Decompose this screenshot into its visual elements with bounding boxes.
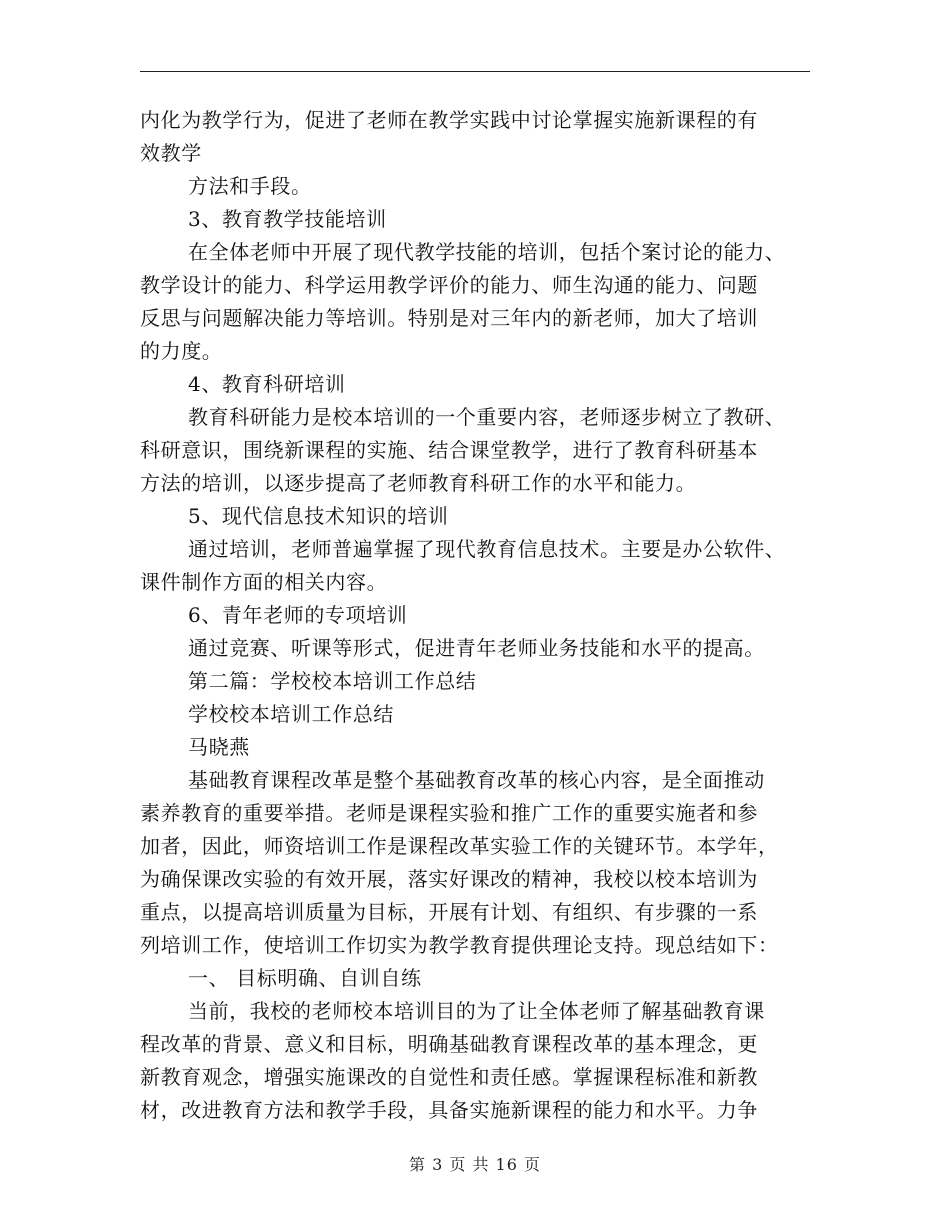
text-line: 列培训工作，使培训工作切实为教学教育提供理论支持。现总结如下：: [140, 933, 779, 957]
text-line: 内化为教学行为，促进了老师在教学实践中讨论掌握实施新课程的有: [140, 108, 758, 132]
text-line: 教育科研能力是校本培训的一个重要内容，老师逐步树立了教研、: [188, 405, 786, 429]
text-line: 学校校本培训工作总结: [188, 702, 394, 726]
text-line: 6、青年老师的专项培训: [188, 603, 408, 627]
text-line: 课件制作方面的相关内容。: [140, 570, 388, 594]
text-line: 5、现代信息技术知识的培训: [188, 504, 449, 528]
page-footer: [0, 1152, 950, 1175]
text-line: 马晓燕: [188, 735, 250, 759]
text-line: 重点，以提高培训质量为目标，开展有计划、有组织、有步骤的一系: [140, 900, 758, 924]
document-body: [140, 104, 810, 1127]
text-line: 为确保课改实验的有效开展，落实好课改的精神，我校以校本培训为: [140, 867, 758, 891]
text-line: 加者，因此，师资培训工作是课程改革实验工作的关键环节。本学年，: [140, 834, 779, 858]
text-line: 材，改进教育方法和教学手段，具备实施新课程的能力和水平。力争: [140, 1098, 758, 1122]
text-line: 3、教育教学技能培训: [188, 207, 387, 231]
text-line: 科研意识，围绕新课程的实施、结合课堂教学，进行了教育科研基本: [140, 438, 758, 462]
page-number-label: 第 3 页 共 16 页: [409, 1155, 541, 1174]
text-line: 4、教育科研培训: [188, 372, 346, 396]
text-line: 一、 目标明确、自训自练: [188, 966, 422, 990]
text-line: 反思与问题解决能力等培训。特别是对三年内的新老师，加大了培训: [140, 306, 758, 330]
text-line: 效教学: [140, 141, 202, 165]
text-line: 基础教育课程改革是整个基础教育改革的核心内容，是全面推动: [188, 768, 765, 792]
text-line: 在全体老师中开展了现代教学技能的培训，包括个案讨论的能力、: [188, 240, 786, 264]
text-line: 通过培训，老师普遍掌握了现代教育信息技术。主要是办公软件、: [188, 537, 786, 561]
text-line: 新教育观念，增强实施课改的自觉性和责任感。掌握课程标准和新教: [140, 1065, 758, 1089]
text-line: 方法和手段。: [188, 174, 312, 198]
text-line: 通过竞赛、听课等形式，促进青年老师业务技能和水平的提高。: [188, 636, 765, 660]
text-line: 素养教育的重要举措。老师是课程实验和推广工作的重要实施者和参: [140, 801, 758, 825]
text-line: 程改革的背景、意义和目标，明确基础教育课程改革的基本理念，更: [140, 1032, 758, 1056]
text-line: 第二篇：学校校本培训工作总结: [188, 669, 477, 693]
text-line: 的力度。: [140, 339, 223, 363]
text-line: 方法的培训，以逐步提高了老师教育科研工作的水平和能力。: [140, 471, 697, 495]
text-line: 当前，我校的老师校本培训目的为了让全体老师了解基础教育课: [188, 999, 765, 1023]
text-line: 教学设计的能力、科学运用教学评价的能力、师生沟通的能力、问题: [140, 273, 758, 297]
header-rule: [140, 71, 810, 72]
